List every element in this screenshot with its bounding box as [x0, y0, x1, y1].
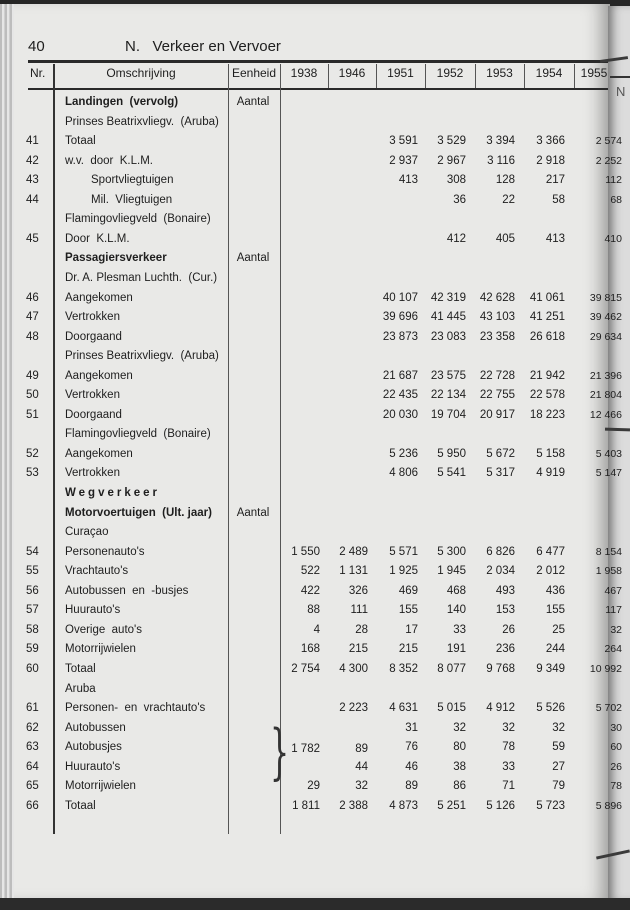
table-row [0, 213, 630, 233]
cell-1954: 58 [552, 193, 565, 206]
row-description: Doorgaand [65, 408, 122, 421]
header-unit: Eenheid [231, 66, 277, 80]
cell-1954: 22 578 [529, 389, 565, 402]
scan-bottom-border [0, 898, 630, 910]
cell-1955: 21 396 [589, 369, 622, 382]
cell-1953: 22 728 [479, 369, 515, 382]
cell-1955: 26 [610, 760, 622, 773]
cell-1954: 27 [552, 760, 565, 773]
cell-1955: 8 154 [595, 545, 622, 558]
cell-1951: 1 925 [389, 565, 418, 578]
row-description: Aangekomen [65, 447, 133, 460]
cell-1952: 1 945 [437, 565, 466, 578]
table-row [0, 350, 630, 370]
row-description: Autobusjes [65, 741, 122, 754]
row-number: 52 [26, 447, 39, 460]
row-number: 44 [26, 193, 39, 206]
row-number: 50 [26, 389, 39, 402]
cell-1952: 3 529 [437, 135, 466, 148]
cell-1952: 33 [453, 623, 466, 636]
table-header-rule [28, 88, 608, 90]
table-row [0, 780, 630, 800]
cell-1955: 117 [605, 604, 622, 617]
cell-1953: 22 755 [479, 389, 515, 402]
cell-1951: 31 [405, 721, 418, 734]
cell-1953: 2 034 [486, 565, 515, 578]
table-row [0, 643, 630, 663]
cell-1951: 2 937 [389, 154, 418, 167]
cell-1955: 410 [604, 232, 622, 245]
cell-1951: 413 [398, 174, 418, 187]
cell-1951: 89 [405, 780, 418, 793]
cell-1954: 413 [545, 232, 565, 245]
cell-1953: 42 628 [479, 291, 515, 304]
cell-1938: 2 754 [291, 662, 320, 675]
cell-1953: 9 768 [486, 662, 515, 675]
cell-1946: 44 [355, 760, 368, 773]
cell-1951: 23 873 [382, 330, 418, 343]
row-description: Aangekomen [65, 369, 133, 382]
cell-1951: 39 696 [382, 311, 418, 324]
row-number: 45 [26, 232, 39, 245]
cell-1946: 111 [350, 604, 368, 617]
row-number: 63 [26, 741, 39, 754]
cell-1955: 60 [610, 741, 622, 754]
cell-1951: 4 806 [389, 467, 418, 480]
cell-1954: 217 [545, 174, 565, 187]
row-description: Curaçao [65, 526, 109, 539]
row-number: 47 [26, 311, 39, 324]
table-row [0, 428, 630, 448]
row-description: Vertrokken [65, 389, 120, 402]
cell-1952: 23 083 [430, 330, 466, 343]
cell-1955: 1 958 [595, 565, 622, 578]
cell-1953: 5 672 [486, 447, 515, 460]
cell-1954: 59 [552, 741, 565, 754]
cell-1952: 80 [453, 741, 466, 754]
cell-1952: 32 [453, 721, 466, 734]
row-number: 46 [26, 291, 39, 304]
row-number: 48 [26, 330, 39, 343]
cell-1953: 23 358 [479, 330, 515, 343]
cell-1946: 32 [355, 780, 368, 793]
cell-1955: 5 896 [595, 799, 622, 812]
cell-1952: 2 967 [437, 154, 466, 167]
table-row [0, 252, 630, 272]
table-row [0, 409, 630, 429]
row-number: 65 [26, 780, 39, 793]
row-description: Personenauto's [65, 545, 145, 558]
table-row [0, 331, 630, 351]
cell-1946: 1 131 [339, 565, 368, 578]
cell-1946: 215 [348, 643, 368, 656]
cell-1938: 1 550 [291, 545, 320, 558]
table-row [0, 96, 630, 116]
cell-1954: 21 942 [529, 369, 565, 382]
cell-1951: 40 107 [382, 291, 418, 304]
table-row [0, 311, 630, 331]
cell-1954: 26 618 [529, 330, 565, 343]
cell-1954: 18 223 [529, 408, 565, 421]
cell-1953: 6 826 [486, 545, 515, 558]
cell-1952: 36 [453, 193, 466, 206]
cell-1946: 2 388 [339, 799, 368, 812]
row-description: w.v. door K.L.M. [65, 154, 153, 167]
row-description: Prinses Beatrixvliegv. (Aruba) [65, 115, 219, 128]
cell-1954: 4 919 [536, 467, 565, 480]
row-description: Mil. Vliegtuigen [91, 193, 173, 206]
cell-1953: 153 [495, 604, 515, 617]
cell-1952: 5 300 [437, 545, 466, 558]
cell-1955: 78 [610, 780, 622, 793]
row-number: 55 [26, 565, 39, 578]
row-number: 60 [26, 662, 39, 675]
cell-1952: 19 704 [430, 408, 466, 421]
row-number: 62 [26, 721, 39, 734]
cell-1955: 12 466 [589, 408, 622, 421]
cell-1954: 41 061 [529, 291, 565, 304]
cell-1955: 2 574 [595, 135, 622, 148]
table-row [0, 370, 630, 390]
table-row [0, 761, 630, 781]
cell-1938: 4 [313, 623, 320, 636]
cell-1953: 32 [502, 721, 515, 734]
table-row [0, 155, 630, 175]
table-row [0, 487, 630, 507]
cell-1952: 140 [446, 604, 466, 617]
table-row [0, 174, 630, 194]
cell-1952: 42 319 [430, 291, 466, 304]
row-description: Vertrokken [65, 311, 120, 324]
cell-1938: 522 [300, 565, 320, 578]
table-row [0, 116, 630, 136]
header-year-1946: 1946 [338, 66, 366, 80]
cell-1953: 22 [502, 193, 515, 206]
cell-1955: 10 992 [589, 662, 622, 675]
row-description: Huurauto's [65, 604, 121, 617]
row-description: Vertrokken [65, 467, 120, 480]
cell-1954: 3 366 [536, 135, 565, 148]
row-number: 54 [26, 545, 39, 558]
cell-1952: 5 015 [437, 702, 466, 715]
row-description: Autobussen en -busjes [65, 584, 189, 597]
cell-1952: 22 134 [430, 389, 466, 402]
cell-1953: 405 [495, 232, 515, 245]
next-page-letter: N [616, 84, 626, 99]
cell-1953: 493 [495, 584, 515, 597]
cell-1946: 4 300 [339, 662, 368, 675]
row-description: Landingen (vervolg) [65, 96, 179, 108]
row-description: Dr. A. Plesman Luchth. (Cur.) [65, 271, 218, 284]
cell-1955: 264 [604, 643, 622, 656]
table-row [0, 467, 630, 487]
table-row [0, 233, 630, 253]
cell-1955: 467 [604, 584, 622, 597]
header-year-1955: 1955 [580, 66, 608, 80]
cell-1951: 20 030 [382, 408, 418, 421]
cell-1946: 2 489 [339, 545, 368, 558]
cell-1938: 88 [307, 604, 320, 617]
table-row [0, 526, 630, 546]
cell-1952: 86 [453, 780, 466, 793]
cell-1952: 5 950 [437, 447, 466, 460]
row-description: Totaal [65, 135, 96, 148]
cell-1955: 21 804 [589, 389, 622, 402]
cell-1955: 2 252 [595, 154, 622, 167]
cell-1953: 20 917 [479, 408, 515, 421]
section-title: N. Verkeer en Vervoer [125, 38, 281, 55]
cell-1952: 41 445 [430, 311, 466, 324]
cell-1954: 244 [545, 643, 565, 656]
row-description: Flamingovliegveld (Bonaire) [65, 213, 211, 226]
row-unit: Aantal [236, 96, 270, 108]
cell-1952: 5 251 [437, 799, 466, 812]
cell-1954: 25 [552, 623, 565, 636]
cell-1955: 112 [605, 174, 622, 187]
row-description: Prinses Beatrixvliegv. (Aruba) [65, 350, 219, 363]
table-row [0, 663, 630, 683]
cell-1953: 3 116 [487, 154, 515, 167]
cell-1952: 38 [453, 760, 466, 773]
cell-1953: 5 126 [486, 799, 515, 812]
cell-1951: 469 [398, 584, 418, 597]
cell-1952: 191 [446, 643, 466, 656]
page-heading [0, 38, 630, 62]
cell-1955: 39 815 [589, 291, 622, 304]
row-description: Aruba [65, 682, 96, 695]
row-description: Motorrijwielen [65, 643, 136, 656]
table-row [0, 585, 630, 605]
cell-1951: 5 236 [389, 447, 418, 460]
cell-1952: 412 [446, 232, 466, 245]
table-row [0, 722, 630, 742]
row-description: Motorrijwielen [65, 780, 136, 793]
cell-1955: 30 [610, 721, 622, 734]
row-unit: Aantal [236, 252, 270, 265]
row-number: 58 [26, 623, 39, 636]
row-description: Aangekomen [65, 291, 133, 304]
row-number: 51 [26, 408, 39, 421]
cell-1953: 78 [502, 741, 515, 754]
cell-1938: 29 [307, 780, 320, 793]
table-row [0, 565, 630, 585]
cell-1951: 215 [398, 643, 418, 656]
table-row [0, 624, 630, 644]
cell-1954: 9 349 [536, 662, 565, 675]
row-number: 64 [26, 760, 39, 773]
table-row [0, 448, 630, 468]
row-description: Wegverkeer [65, 487, 160, 499]
row-description: Totaal [65, 799, 96, 812]
cell-1951: 3 591 [389, 135, 418, 148]
cell-1951: 8 352 [389, 662, 418, 675]
merged-cell-row [0, 743, 630, 759]
row-number: 57 [26, 604, 39, 617]
cell-1955: 5 702 [595, 702, 622, 715]
header-description: Omschrijving [106, 66, 176, 80]
row-number: 61 [26, 702, 39, 715]
cell-1953: 4 912 [486, 702, 515, 715]
cell-1946: 2 223 [339, 702, 368, 715]
row-description: Passagiersverkeer [65, 252, 167, 265]
cell-1953: 236 [495, 643, 515, 656]
row-description: Huurauto's [65, 760, 121, 773]
header-year-1938: 1938 [290, 66, 318, 80]
cell-1954: 2 918 [536, 154, 565, 167]
cell-1955: 39 462 [589, 311, 622, 324]
cell-1954: 32 [552, 721, 565, 734]
row-description: Vrachtauto's [65, 565, 129, 578]
cell-1952: 8 077 [437, 662, 466, 675]
header-year-1951: 1951 [387, 66, 414, 80]
cell-1952: 23 575 [430, 369, 466, 382]
table-row [0, 135, 630, 155]
row-number: 59 [26, 643, 39, 656]
cell-1953: 43 103 [479, 311, 515, 324]
brace-bracket: } [270, 717, 290, 787]
table-row [0, 272, 630, 292]
cell-1951: 76 [405, 741, 418, 754]
cell-1955: 68 [610, 193, 622, 206]
cell-1954: 6 477 [536, 545, 565, 558]
cell-1955: 32 [610, 623, 622, 636]
cell-1953: 33 [502, 760, 515, 773]
cell-1954: 155 [545, 604, 565, 617]
row-number: 43 [26, 174, 39, 187]
cell-1953: 26 [502, 623, 515, 636]
cell-1953: 5 317 [486, 467, 515, 480]
row-number: 66 [26, 799, 39, 812]
table-top-rule [28, 60, 608, 63]
cell-1954: 79 [552, 780, 565, 793]
row-description: Autobussen [65, 721, 126, 734]
table-row [0, 389, 630, 409]
table-row [0, 292, 630, 312]
merged-1946-value: 89 [355, 743, 368, 755]
page-number: 40 [28, 38, 45, 55]
cell-1951: 5 571 [389, 545, 418, 558]
cell-1951: 4 873 [389, 799, 418, 812]
cell-1952: 5 541 [437, 467, 466, 480]
merged-1938-value: 1 782 [291, 743, 320, 755]
cell-1951: 46 [405, 760, 418, 773]
cell-1953: 71 [502, 780, 515, 793]
table-row [0, 194, 630, 214]
row-description: Totaal [65, 662, 96, 675]
cell-1954: 2 012 [536, 565, 565, 578]
cell-1952: 468 [446, 584, 466, 597]
cell-1938: 168 [300, 643, 320, 656]
row-description: Door K.L.M. [65, 232, 130, 245]
cell-1955: 29 634 [589, 330, 622, 343]
row-number: 53 [26, 467, 39, 480]
cell-1946: 28 [355, 623, 368, 636]
table-row [0, 683, 630, 703]
cell-1953: 3 394 [486, 135, 515, 148]
cell-1955: 5 403 [595, 447, 622, 460]
cell-1954: 5 158 [536, 447, 565, 460]
row-number: 56 [26, 584, 39, 597]
row-unit: Aantal [236, 506, 270, 519]
cell-1951: 4 631 [389, 702, 418, 715]
header-nr: Nr. [30, 66, 46, 80]
cell-1954: 436 [545, 584, 565, 597]
cell-1953: 128 [495, 174, 515, 187]
row-description: Motorvoertuigen (Ult. jaar) [65, 506, 212, 519]
cell-1954: 41 251 [529, 311, 565, 324]
row-number: 42 [26, 154, 39, 167]
row-description: Personen- en vrachtauto's [65, 702, 206, 715]
cell-1955: 5 147 [595, 467, 622, 480]
cell-1951: 17 [405, 623, 418, 636]
cell-1954: 5 723 [536, 799, 565, 812]
row-description: Flamingovliegveld (Bonaire) [65, 428, 211, 441]
header-year-1953: 1953 [486, 66, 513, 80]
cell-1951: 22 435 [382, 389, 418, 402]
header-year-1952: 1952 [436, 66, 464, 80]
table-row [0, 507, 630, 527]
table-row [0, 604, 630, 624]
table-row [0, 800, 630, 820]
cell-1938: 1 811 [292, 799, 320, 812]
table-row [0, 546, 630, 566]
cell-1954: 5 526 [536, 702, 565, 715]
table-row [0, 702, 630, 722]
cell-1946: 326 [348, 584, 368, 597]
row-number: 49 [26, 369, 39, 382]
row-number: 41 [26, 135, 39, 148]
row-description: Overige auto's [65, 623, 142, 636]
cell-1952: 308 [446, 174, 466, 187]
header-year-1954: 1954 [535, 66, 563, 80]
cell-1938: 422 [300, 584, 320, 597]
cell-1951: 21 687 [382, 369, 418, 382]
row-description: Doorgaand [65, 330, 122, 343]
row-description: Sportvliegtuigen [91, 174, 174, 187]
cell-1951: 155 [398, 604, 418, 617]
